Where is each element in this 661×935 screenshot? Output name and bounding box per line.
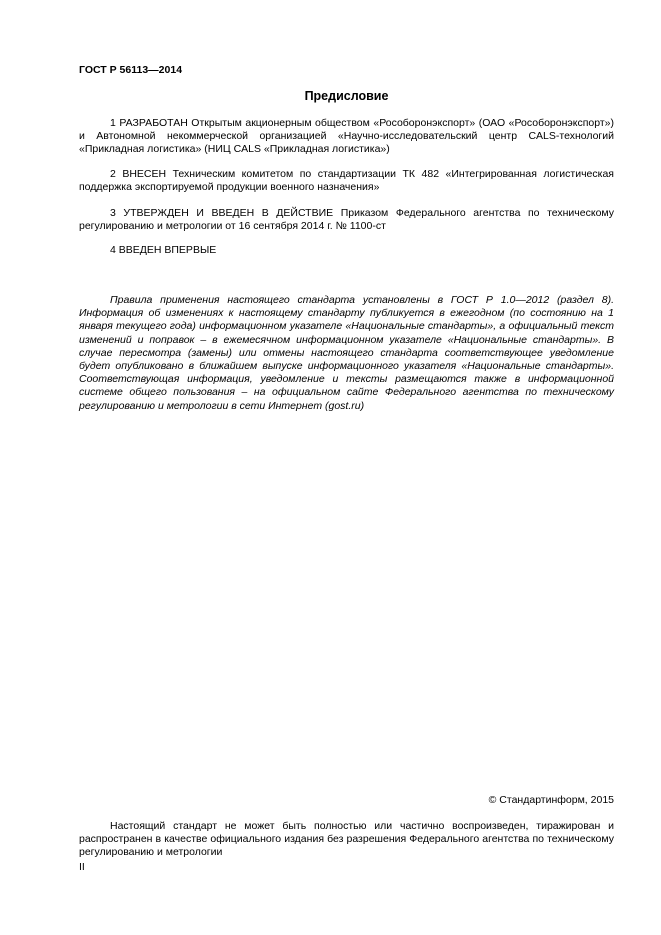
copyright-line: © Стандартинформ, 2015 — [488, 794, 614, 806]
paragraph-approved: 3 УТВЕРЖДЕН И ВВЕДЕН В ДЕЙСТВИЕ Приказом Федерального агентства по техническому регулированию и метрологии от 16 сентября 2014 г. № 1100-ст — [79, 207, 614, 233]
reproduction-rights-notice: Настоящий стандарт не может быть полностью или частично воспроизведен, тиражирован и распространен в качестве официального издания без разрешения Федерального агентства по техническому регулированию и метрологии — [79, 820, 614, 859]
page-title: Предисловие — [304, 89, 389, 103]
paragraph-submitted-by: 2 ВНЕСЕН Техническим комитетом по стандартизации ТК 482 «Интегрированная логистическая поддержка экспортируемой продукции военного назначения» — [79, 168, 614, 194]
paragraph-first-introduced: 4 ВВЕДЕН ВПЕРВЫЕ — [110, 244, 217, 256]
standard-code: ГОСТ Р 56113—2014 — [79, 64, 183, 76]
paragraph-developed-by: 1 РАЗРАБОТАН Открытым акционерным обществом «Рособоронэкспорт» (ОАО «Рособоронэкспорт») и Автономной некоммерческой организацией «Научно-исследовательский центр CALS-технологий «Прикладная логистика» (НИЦ CALS «Прикладная логистика») — [79, 117, 614, 156]
page-number: II — [79, 861, 85, 873]
application-rules-notice: Правила применения настоящего стандарта установлены в ГОСТ Р 1.0—2012 (раздел 8). Информация об изменениях к настоящему стандарту публикуется в ежегодном (по состоянию на 1 января текущего года) информационном указателе «Национальные стандарты», а официальный текст изменений и поправок – в ежемесячном информационном указателе «Национальные стандарты». В случае пересмотра (замены) или отмены настоящего стандарта соответствующее уведомление будет опубликовано в ближайшем выпуске информационного указателя «Национальные стандарты». Соответствующая информация, уведомление и тексты размещаются также в информационной системе общего пользования – на официальном сайте Федерального агентства по техническому регулированию и метрологии в сети Интернет (gost.ru) — [79, 294, 614, 412]
